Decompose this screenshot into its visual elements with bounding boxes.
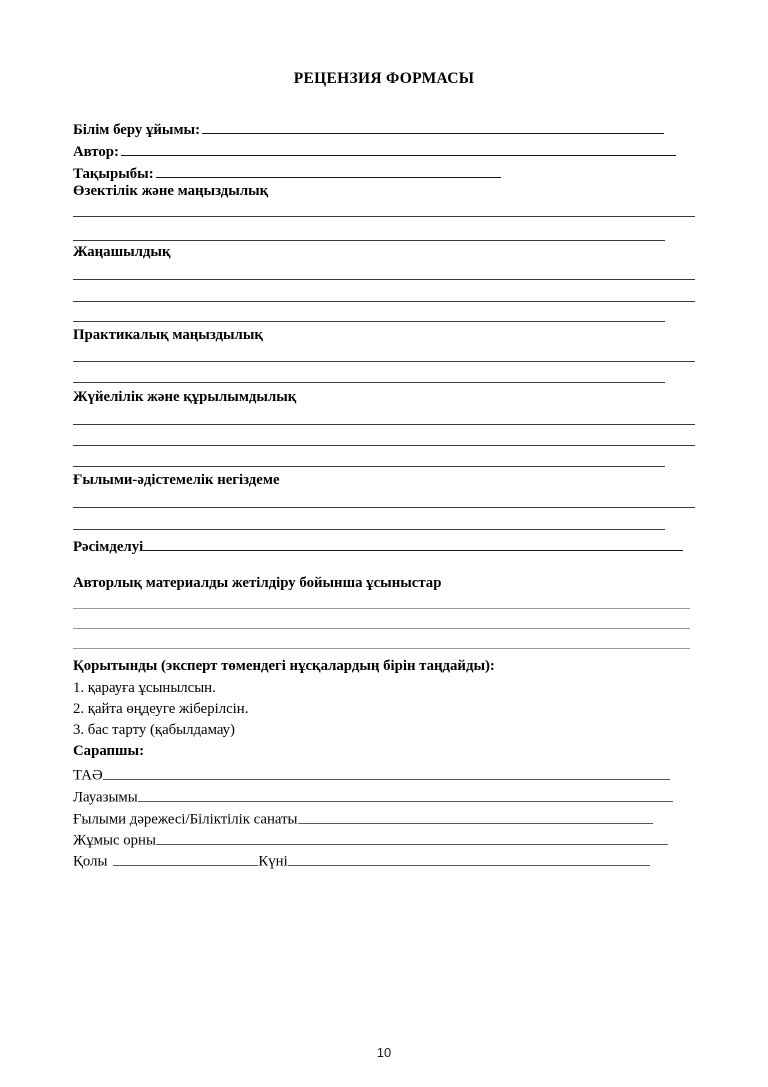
field-topic bbox=[73, 163, 501, 182]
answer-line-novelty-2[interactable] bbox=[73, 301, 695, 302]
answer-line-scientific-2[interactable] bbox=[73, 529, 665, 530]
expert-field-workplace-input[interactable] bbox=[156, 830, 668, 845]
conclusion-heading-text: Қорытынды (эксперт төмендегі нұсқалардың бірін таңдайды): bbox=[73, 658, 495, 674]
field-education-organization-input[interactable] bbox=[202, 119, 664, 134]
expert-field-fullname bbox=[73, 765, 670, 783]
answer-line-recommendations-1[interactable] bbox=[73, 608, 690, 609]
answer-line-recommendations-2[interactable] bbox=[73, 628, 690, 629]
field-label: Ғылыми дәрежесі/Біліктілік санаты bbox=[73, 811, 298, 828]
field-registration-input[interactable] bbox=[143, 536, 683, 551]
conclusion-heading bbox=[73, 659, 495, 674]
page-title: РЕЦЕНЗИЯ ФОРМАСЫ bbox=[293, 70, 475, 87]
section-heading-scientific-basis bbox=[73, 473, 280, 488]
answer-line-systematicity-1[interactable] bbox=[73, 424, 695, 425]
answer-line-relevance-1[interactable] bbox=[73, 216, 695, 217]
section-heading-text: Практикалық маңыздылық bbox=[73, 327, 263, 343]
answer-line-relevance-2[interactable] bbox=[73, 240, 665, 241]
answer-line-recommendations-3[interactable] bbox=[73, 648, 690, 649]
expert-field-degree-category-input[interactable] bbox=[298, 809, 653, 824]
answer-line-novelty-1[interactable] bbox=[73, 279, 695, 280]
field-label: Автор: bbox=[73, 144, 119, 161]
field-author-input[interactable] bbox=[121, 141, 676, 156]
expert-signature-and-date bbox=[73, 851, 650, 869]
field-label: ТАӘ bbox=[73, 767, 103, 784]
conclusion-option-3[interactable] bbox=[73, 723, 235, 738]
conclusion-option-label: 1. қарауға ұсынылсын. bbox=[73, 680, 216, 696]
date-label: Күні bbox=[258, 853, 288, 870]
page-number: 10 bbox=[376, 1045, 392, 1060]
answer-line-scientific-1[interactable] bbox=[73, 507, 695, 508]
signature-label: Қолы bbox=[73, 853, 108, 870]
field-label: Тақырыбы: bbox=[73, 166, 154, 183]
answer-line-systematicity-2[interactable] bbox=[73, 445, 695, 446]
field-author bbox=[73, 141, 676, 160]
field-topic-input[interactable] bbox=[156, 163, 501, 178]
section-heading-novelty bbox=[73, 245, 171, 260]
section-heading-text: Авторлық материалды жетілдіру бойынша ұсыныстар bbox=[73, 575, 442, 591]
field-label: Білім беру ұйымы: bbox=[73, 122, 201, 139]
expert-heading-text: Сарапшы: bbox=[73, 743, 145, 759]
expert-date-input[interactable] bbox=[288, 851, 650, 866]
conclusion-option-label: 3. бас тарту (қабылдамау) bbox=[73, 722, 235, 738]
section-heading-text: Жаңашылдық bbox=[73, 244, 171, 260]
expert-field-degree-category bbox=[73, 809, 653, 827]
conclusion-option-label: 2. қайта өңдеуге жіберілсін. bbox=[73, 701, 249, 717]
section-heading-practical-significance bbox=[73, 328, 263, 343]
section-heading-text: Жүйелілік және құрылымдылық bbox=[73, 389, 297, 405]
section-heading-relevance bbox=[73, 184, 268, 199]
field-education-organization bbox=[73, 119, 664, 138]
section-heading-systematicity bbox=[73, 390, 296, 405]
expert-signature-input[interactable] bbox=[113, 851, 258, 866]
expert-field-fullname-input[interactable] bbox=[103, 765, 670, 780]
answer-line-practical-2[interactable] bbox=[73, 382, 665, 383]
answer-line-practical-1[interactable] bbox=[73, 361, 695, 362]
expert-heading bbox=[73, 744, 144, 759]
expert-field-position-input[interactable] bbox=[138, 787, 673, 802]
section-heading-text: Ғылыми-әдістемелік негіздеме bbox=[73, 472, 280, 488]
section-heading-text: Өзектілік және маңыздылық bbox=[73, 183, 269, 199]
answer-line-novelty-3[interactable] bbox=[73, 321, 665, 322]
section-heading-recommendations bbox=[73, 576, 441, 591]
field-label: Рәсімделуі bbox=[73, 539, 144, 556]
expert-field-workplace bbox=[73, 830, 668, 848]
field-label: Лауазымы bbox=[73, 789, 138, 806]
field-registration bbox=[73, 536, 683, 555]
field-label: Жұмыс орны bbox=[73, 832, 156, 849]
conclusion-option-1[interactable] bbox=[73, 681, 216, 696]
conclusion-option-2[interactable] bbox=[73, 702, 248, 717]
answer-line-systematicity-3[interactable] bbox=[73, 466, 665, 467]
expert-field-position bbox=[73, 787, 673, 805]
